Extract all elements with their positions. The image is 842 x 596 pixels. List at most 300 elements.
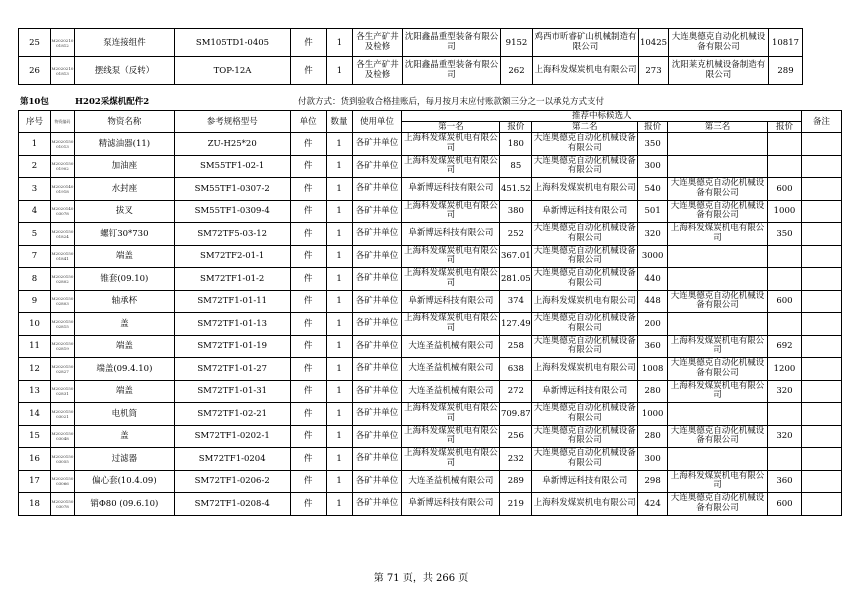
spec-model: TOP-12A: [175, 57, 291, 85]
material-name: 端盖: [74, 380, 174, 403]
first-bidder: 大连圣益机械有限公司: [402, 358, 500, 381]
material-name: 精滤油器(11): [74, 133, 174, 156]
spec-model: SM72TF1-01-31: [174, 380, 290, 403]
third-bidder: [668, 155, 768, 178]
second-bidder: 大连奥德克自动化机械设备有限公司: [532, 448, 638, 471]
unit: 件: [290, 155, 326, 178]
quantity: 1: [326, 133, 352, 156]
material-code: M2020150 02831: [50, 380, 74, 403]
table-row: [19, 470, 842, 493]
row-number: 3: [19, 178, 51, 201]
row-number: 4: [19, 200, 51, 223]
row-number: 25: [19, 29, 51, 57]
material-code: M2020150 03021: [50, 403, 74, 426]
spec-model: SM105TD1-0405: [175, 29, 291, 57]
unit: 件: [290, 380, 326, 403]
table-row: [19, 245, 842, 268]
second-price: 10425: [639, 29, 669, 57]
first-bidder: 阜新博远科技有限公司: [402, 223, 500, 246]
first-price: 367.01: [500, 245, 532, 268]
first-bidder: 上海科发煤炭机电有限公司: [402, 200, 500, 223]
header-price-3: 报价: [767, 122, 801, 133]
header-first: 第一名: [402, 122, 500, 133]
package-title: H202采煤机配件2: [75, 97, 150, 107]
third-bidder: 大连奥德克自动化机械设备有限公司: [668, 358, 768, 381]
row-number: 17: [19, 470, 51, 493]
table-row: [19, 223, 842, 246]
second-price: 424: [638, 493, 668, 516]
first-price: 127.49: [500, 313, 532, 336]
unit: 件: [290, 425, 326, 448]
row-number: 16: [19, 448, 51, 471]
material-name: 端盖: [74, 245, 174, 268]
remark: [801, 245, 841, 268]
user-unit: 各矿井单位: [352, 313, 402, 336]
table-row: [19, 29, 803, 57]
quantity: 1: [326, 245, 352, 268]
user-unit: 各生产矿井及检修: [353, 29, 403, 57]
first-price: 256: [500, 425, 532, 448]
first-price: 451.52: [500, 178, 532, 201]
first-price: 262: [501, 57, 533, 85]
table-row: [19, 403, 842, 426]
third-price: 350: [767, 223, 801, 246]
material-code: M2020150 02827: [50, 358, 74, 381]
spec-model: SM72TF1-01-11: [174, 290, 290, 313]
header-price-1: 报价: [500, 122, 532, 133]
first-price: 9152: [501, 29, 533, 57]
second-price: 440: [638, 268, 668, 291]
second-bidder: 大连奥德克自动化机械设备有限公司: [532, 425, 638, 448]
second-bidder: 上海科发煤炭机电有限公司: [533, 57, 639, 85]
remark: [801, 178, 841, 201]
second-bidder: 大连奥德克自动化机械设备有限公司: [532, 403, 638, 426]
unit: 件: [291, 57, 327, 85]
remark: [801, 313, 841, 336]
third-price: 600: [767, 178, 801, 201]
material-code: M2020150 01013: [50, 133, 74, 156]
row-number: 11: [19, 335, 51, 358]
header-code: 物资编码: [50, 111, 74, 133]
table-row: [19, 290, 842, 313]
first-price: 219: [500, 493, 532, 516]
row-number: 13: [19, 380, 51, 403]
third-price: [767, 133, 801, 156]
first-bidder: 沈阳鑫晶重型装备有限公司: [403, 29, 501, 57]
remark: [801, 448, 841, 471]
second-bidder: 上海科发煤炭机电有限公司: [532, 290, 638, 313]
package-number: 第10包: [20, 97, 49, 107]
spec-model: SM72TF1-0202-1: [174, 425, 290, 448]
unit: 件: [290, 133, 326, 156]
second-bidder: 大连奥德克自动化机械设备有限公司: [532, 335, 638, 358]
material-code: M2020210 01812: [51, 29, 75, 57]
spec-model: SM72TF2-01-1: [174, 245, 290, 268]
second-bidder: 上海科发煤炭机电有限公司: [532, 178, 638, 201]
material-name: 水封座: [74, 178, 174, 201]
user-unit: 各矿井单位: [352, 358, 402, 381]
third-price: 1000: [767, 200, 801, 223]
quantity: 1: [326, 403, 352, 426]
third-price: 360: [767, 470, 801, 493]
user-unit: 各矿井单位: [352, 425, 402, 448]
quantity: 1: [326, 290, 352, 313]
table-row: [19, 200, 842, 223]
user-unit: 各矿井单位: [352, 178, 402, 201]
second-price: 298: [638, 470, 668, 493]
third-price: 600: [767, 290, 801, 313]
first-price: 252: [500, 223, 532, 246]
material-name: 摆线泵（反转）: [75, 57, 175, 85]
material-code: M2020140 01918: [50, 178, 74, 201]
spec-model: SM72TF1-02-21: [174, 403, 290, 426]
third-price: [767, 245, 801, 268]
material-code: M2020210 01813: [51, 57, 75, 85]
quantity: 1: [326, 425, 352, 448]
table-row: [19, 448, 842, 471]
third-bidder: [668, 268, 768, 291]
header-user: 使用单位: [352, 111, 402, 133]
second-price: 200: [638, 313, 668, 336]
material-code: M2020150 01824: [50, 223, 74, 246]
third-price: 692: [767, 335, 801, 358]
material-name: 盖: [74, 425, 174, 448]
unit: 件: [290, 245, 326, 268]
second-bidder: 大连奥德克自动化机械设备有限公司: [532, 313, 638, 336]
first-bidder: 上海科发煤炭机电有限公司: [402, 313, 500, 336]
quantity: 1: [326, 223, 352, 246]
table-row: [19, 178, 842, 201]
header-remark: 备注: [801, 111, 841, 133]
spec-model: SM72TF5-03-12: [174, 223, 290, 246]
table-row: [19, 313, 842, 336]
user-unit: 各生产矿井及检修: [353, 57, 403, 85]
third-bidder: 上海科发煤炭机电有限公司: [668, 470, 768, 493]
third-bidder: [668, 133, 768, 156]
first-price: 85: [500, 155, 532, 178]
quantity: 1: [327, 57, 353, 85]
third-bidder: 大连奥德克自动化机械设备有限公司: [669, 29, 769, 57]
first-price: 258: [500, 335, 532, 358]
first-price: 289: [500, 470, 532, 493]
row-number: 18: [19, 493, 51, 516]
first-price: 232: [500, 448, 532, 471]
second-price: 448: [638, 290, 668, 313]
quantity: 1: [326, 200, 352, 223]
third-price: [767, 268, 801, 291]
bid-results-table: [18, 110, 842, 516]
second-price: 280: [638, 380, 668, 403]
material-name: 过滤器: [74, 448, 174, 471]
header-name: 物资名称: [74, 111, 174, 133]
user-unit: 各矿井单位: [352, 448, 402, 471]
unit: 件: [290, 493, 326, 516]
material-name: 锥套(09.10): [74, 268, 174, 291]
third-bidder: 大连奥德克自动化机械设备有限公司: [668, 425, 768, 448]
third-bidder: 上海科发煤炭机电有限公司: [668, 335, 768, 358]
material-name: 偏心套(10.4.09): [74, 470, 174, 493]
second-price: 540: [638, 178, 668, 201]
material-code: M2020140 03078: [50, 200, 74, 223]
user-unit: 各矿井单位: [352, 133, 402, 156]
spec-model: SM72TF1-01-13: [174, 313, 290, 336]
remark: [801, 470, 841, 493]
third-price: [767, 313, 801, 336]
header-spec: 参考规格型号: [174, 111, 290, 133]
user-unit: 各矿井单位: [352, 155, 402, 178]
payment-terms: 付款方式：货到验收合格挂账后，每月按月末应付账款额三分之一以承兑方式支付: [298, 97, 605, 107]
table-row: [19, 57, 803, 85]
third-bidder: 大连奥德克自动化机械设备有限公司: [668, 493, 768, 516]
first-bidder: 阜新博远科技有限公司: [402, 290, 500, 313]
second-bidder: 大连奥德克自动化机械设备有限公司: [532, 155, 638, 178]
header-price-2: 报价: [638, 122, 668, 133]
third-price: 10817: [769, 29, 803, 57]
third-price: 320: [767, 380, 801, 403]
third-price: 320: [767, 425, 801, 448]
spec-model: SM55TF1-0307-2: [174, 178, 290, 201]
second-price: 350: [638, 133, 668, 156]
row-number: 26: [19, 57, 51, 85]
material-code: M2020150 01841: [50, 245, 74, 268]
quantity: 1: [326, 358, 352, 381]
remark: [801, 493, 841, 516]
material-name: 螺钉30*730: [74, 223, 174, 246]
first-bidder: 大连圣益机械有限公司: [402, 470, 500, 493]
spec-model: ZU-H25*20: [174, 133, 290, 156]
user-unit: 各矿井单位: [352, 245, 402, 268]
first-price: 638: [500, 358, 532, 381]
spec-model: SM72TF1-01-2: [174, 268, 290, 291]
unit: 件: [290, 223, 326, 246]
unit: 件: [290, 448, 326, 471]
table-row: [19, 155, 842, 178]
first-bidder: 大连圣益机械有限公司: [402, 335, 500, 358]
second-price: 501: [638, 200, 668, 223]
remark: [801, 200, 841, 223]
remark: [801, 358, 841, 381]
quantity: 1: [326, 470, 352, 493]
third-price: 1200: [767, 358, 801, 381]
second-price: 320: [638, 223, 668, 246]
material-name: 销Φ80 (09.6.10): [74, 493, 174, 516]
spec-model: SM72TF1-0204: [174, 448, 290, 471]
second-price: 300: [638, 448, 668, 471]
third-bidder: 沈阳莱克机械设备制造有限公司: [669, 57, 769, 85]
material-name: 泵连接组件: [75, 29, 175, 57]
unit: 件: [290, 470, 326, 493]
second-bidder: 大连奥德克自动化机械设备有限公司: [532, 223, 638, 246]
second-bidder: 阜新博远科技有限公司: [532, 470, 638, 493]
first-price: 272: [500, 380, 532, 403]
first-price: 374: [500, 290, 532, 313]
table-row: [19, 380, 842, 403]
third-price: 600: [767, 493, 801, 516]
remark: [801, 425, 841, 448]
table-header-row: [19, 111, 842, 122]
material-code: M2020150 02802: [50, 268, 74, 291]
row-number: 12: [19, 358, 51, 381]
spec-model: SM55TF1-0309-4: [174, 200, 290, 223]
third-bidder: [668, 403, 768, 426]
third-price: [767, 403, 801, 426]
user-unit: 各矿井单位: [352, 223, 402, 246]
first-bidder: 上海科发煤炭机电有限公司: [402, 425, 500, 448]
header-unit: 单位: [290, 111, 326, 133]
second-price: 1008: [638, 358, 668, 381]
user-unit: 各矿井单位: [352, 335, 402, 358]
unit: 件: [290, 403, 326, 426]
material-code: M2020150 02815: [50, 313, 74, 336]
third-bidder: [668, 245, 768, 268]
quantity: 1: [326, 380, 352, 403]
first-price: 709.87: [500, 403, 532, 426]
user-unit: 各矿井单位: [352, 268, 402, 291]
second-bidder: 上海科发煤炭机电有限公司: [532, 493, 638, 516]
first-bidder: 沈阳鑫晶重型装备有限公司: [403, 57, 501, 85]
second-bidder: 大连奥德克自动化机械设备有限公司: [532, 133, 638, 156]
user-unit: 各矿井单位: [352, 493, 402, 516]
first-price: 281.05: [500, 268, 532, 291]
quantity: 1: [326, 335, 352, 358]
first-bidder: 上海科发煤炭机电有限公司: [402, 155, 500, 178]
material-name: 端盖: [74, 335, 174, 358]
section-header: [18, 96, 842, 108]
unit: 件: [291, 29, 327, 57]
page-footer: 第 71 页，共 266 页: [373, 573, 469, 584]
user-unit: 各矿井单位: [352, 290, 402, 313]
unit: 件: [290, 200, 326, 223]
second-price: 300: [638, 155, 668, 178]
header-third: 第三名: [668, 122, 768, 133]
material-name: 加油座: [74, 155, 174, 178]
material-code: M2020150 01902: [50, 155, 74, 178]
quantity: 1: [326, 155, 352, 178]
quantity: 1: [326, 448, 352, 471]
quantity: 1: [326, 178, 352, 201]
table-row: [19, 335, 842, 358]
second-bidder: 上海科发煤炭机电有限公司: [532, 358, 638, 381]
row-number: 14: [19, 403, 51, 426]
quantity: 1: [326, 493, 352, 516]
first-bidder: 大连圣益机械有限公司: [402, 380, 500, 403]
material-code: M2020150 03066: [50, 470, 74, 493]
second-bidder: 大连奥德克自动化机械设备有限公司: [532, 268, 638, 291]
spec-model: SM72TF1-0208-4: [174, 493, 290, 516]
material-name: 电机筒: [74, 403, 174, 426]
material-code: M2020150 03048: [50, 425, 74, 448]
first-bidder: 阜新博远科技有限公司: [402, 493, 500, 516]
header-no: 序号: [19, 111, 51, 133]
user-unit: 各矿井单位: [352, 470, 402, 493]
table-row: [19, 133, 842, 156]
first-price: 380: [500, 200, 532, 223]
remark: [801, 155, 841, 178]
unit: 件: [290, 178, 326, 201]
second-bidder: 大连奥德克自动化机械设备有限公司: [532, 245, 638, 268]
third-price: [767, 155, 801, 178]
material-code: M2020150 02803: [50, 290, 74, 313]
row-number: 8: [19, 268, 51, 291]
row-number: 1: [19, 133, 51, 156]
third-bidder: [668, 313, 768, 336]
second-price: 360: [638, 335, 668, 358]
table-row: [19, 493, 842, 516]
unit: 件: [290, 358, 326, 381]
third-bidder: 大连奥德克自动化机械设备有限公司: [668, 290, 768, 313]
remark: [801, 380, 841, 403]
unit: 件: [290, 313, 326, 336]
unit: 件: [290, 290, 326, 313]
material-code: M2020150 03078: [50, 493, 74, 516]
remark: [801, 290, 841, 313]
first-bidder: 上海科发煤炭机电有限公司: [402, 403, 500, 426]
material-name: 盖: [74, 313, 174, 336]
third-price: [767, 448, 801, 471]
table-row: [19, 358, 842, 381]
unit: 件: [290, 335, 326, 358]
quantity: 1: [326, 313, 352, 336]
spec-model: SM72TF1-01-19: [174, 335, 290, 358]
remark: [801, 223, 841, 246]
first-price: 180: [500, 133, 532, 156]
second-price: 280: [638, 425, 668, 448]
table-row: [19, 268, 842, 291]
spec-model: SM72TF1-01-27: [174, 358, 290, 381]
previous-package-table: [18, 28, 803, 85]
header-second: 第二名: [532, 122, 638, 133]
third-bidder: [668, 448, 768, 471]
first-bidder: 上海科发煤炭机电有限公司: [402, 133, 500, 156]
material-code: M2020150 03055: [50, 448, 74, 471]
row-number: 5: [19, 223, 51, 246]
third-price: 289: [769, 57, 803, 85]
remark: [801, 335, 841, 358]
user-unit: 各矿井单位: [352, 380, 402, 403]
third-bidder: 上海科发煤炭机电有限公司: [668, 380, 768, 403]
first-bidder: 上海科发煤炭机电有限公司: [402, 448, 500, 471]
second-price: 3000: [638, 245, 668, 268]
material-code: M2020150 02819: [50, 335, 74, 358]
first-bidder: 上海科发煤炭机电有限公司: [402, 268, 500, 291]
third-bidder: 上海科发煤炭机电有限公司: [668, 223, 768, 246]
third-bidder: 大连奥德克自动化机械设备有限公司: [668, 200, 768, 223]
row-number: 10: [19, 313, 51, 336]
row-number: 2: [19, 155, 51, 178]
second-price: 273: [639, 57, 669, 85]
remark: [801, 268, 841, 291]
spec-model: SM72TF1-0206-2: [174, 470, 290, 493]
third-bidder: 大连奥德克自动化机械设备有限公司: [668, 178, 768, 201]
first-bidder: 阜新博远科技有限公司: [402, 178, 500, 201]
second-bidder: 阜新博远科技有限公司: [532, 380, 638, 403]
second-bidder: 鸡西市昕睿矿山机械制造有限公司: [533, 29, 639, 57]
second-bidder: 阜新博远科技有限公司: [532, 200, 638, 223]
spec-model: SM55TF1-02-1: [174, 155, 290, 178]
header-qty: 数量: [326, 111, 352, 133]
row-number: 9: [19, 290, 51, 313]
quantity: 1: [327, 29, 353, 57]
unit: 件: [290, 268, 326, 291]
material-name: 轴承杯: [74, 290, 174, 313]
row-number: 7: [19, 245, 51, 268]
second-price: 1000: [638, 403, 668, 426]
header-recommend: 推荐中标候选人: [402, 111, 801, 122]
material-name: 端盖(09.4.10): [74, 358, 174, 381]
first-bidder: 上海科发煤炭机电有限公司: [402, 245, 500, 268]
remark: [801, 133, 841, 156]
quantity: 1: [326, 268, 352, 291]
